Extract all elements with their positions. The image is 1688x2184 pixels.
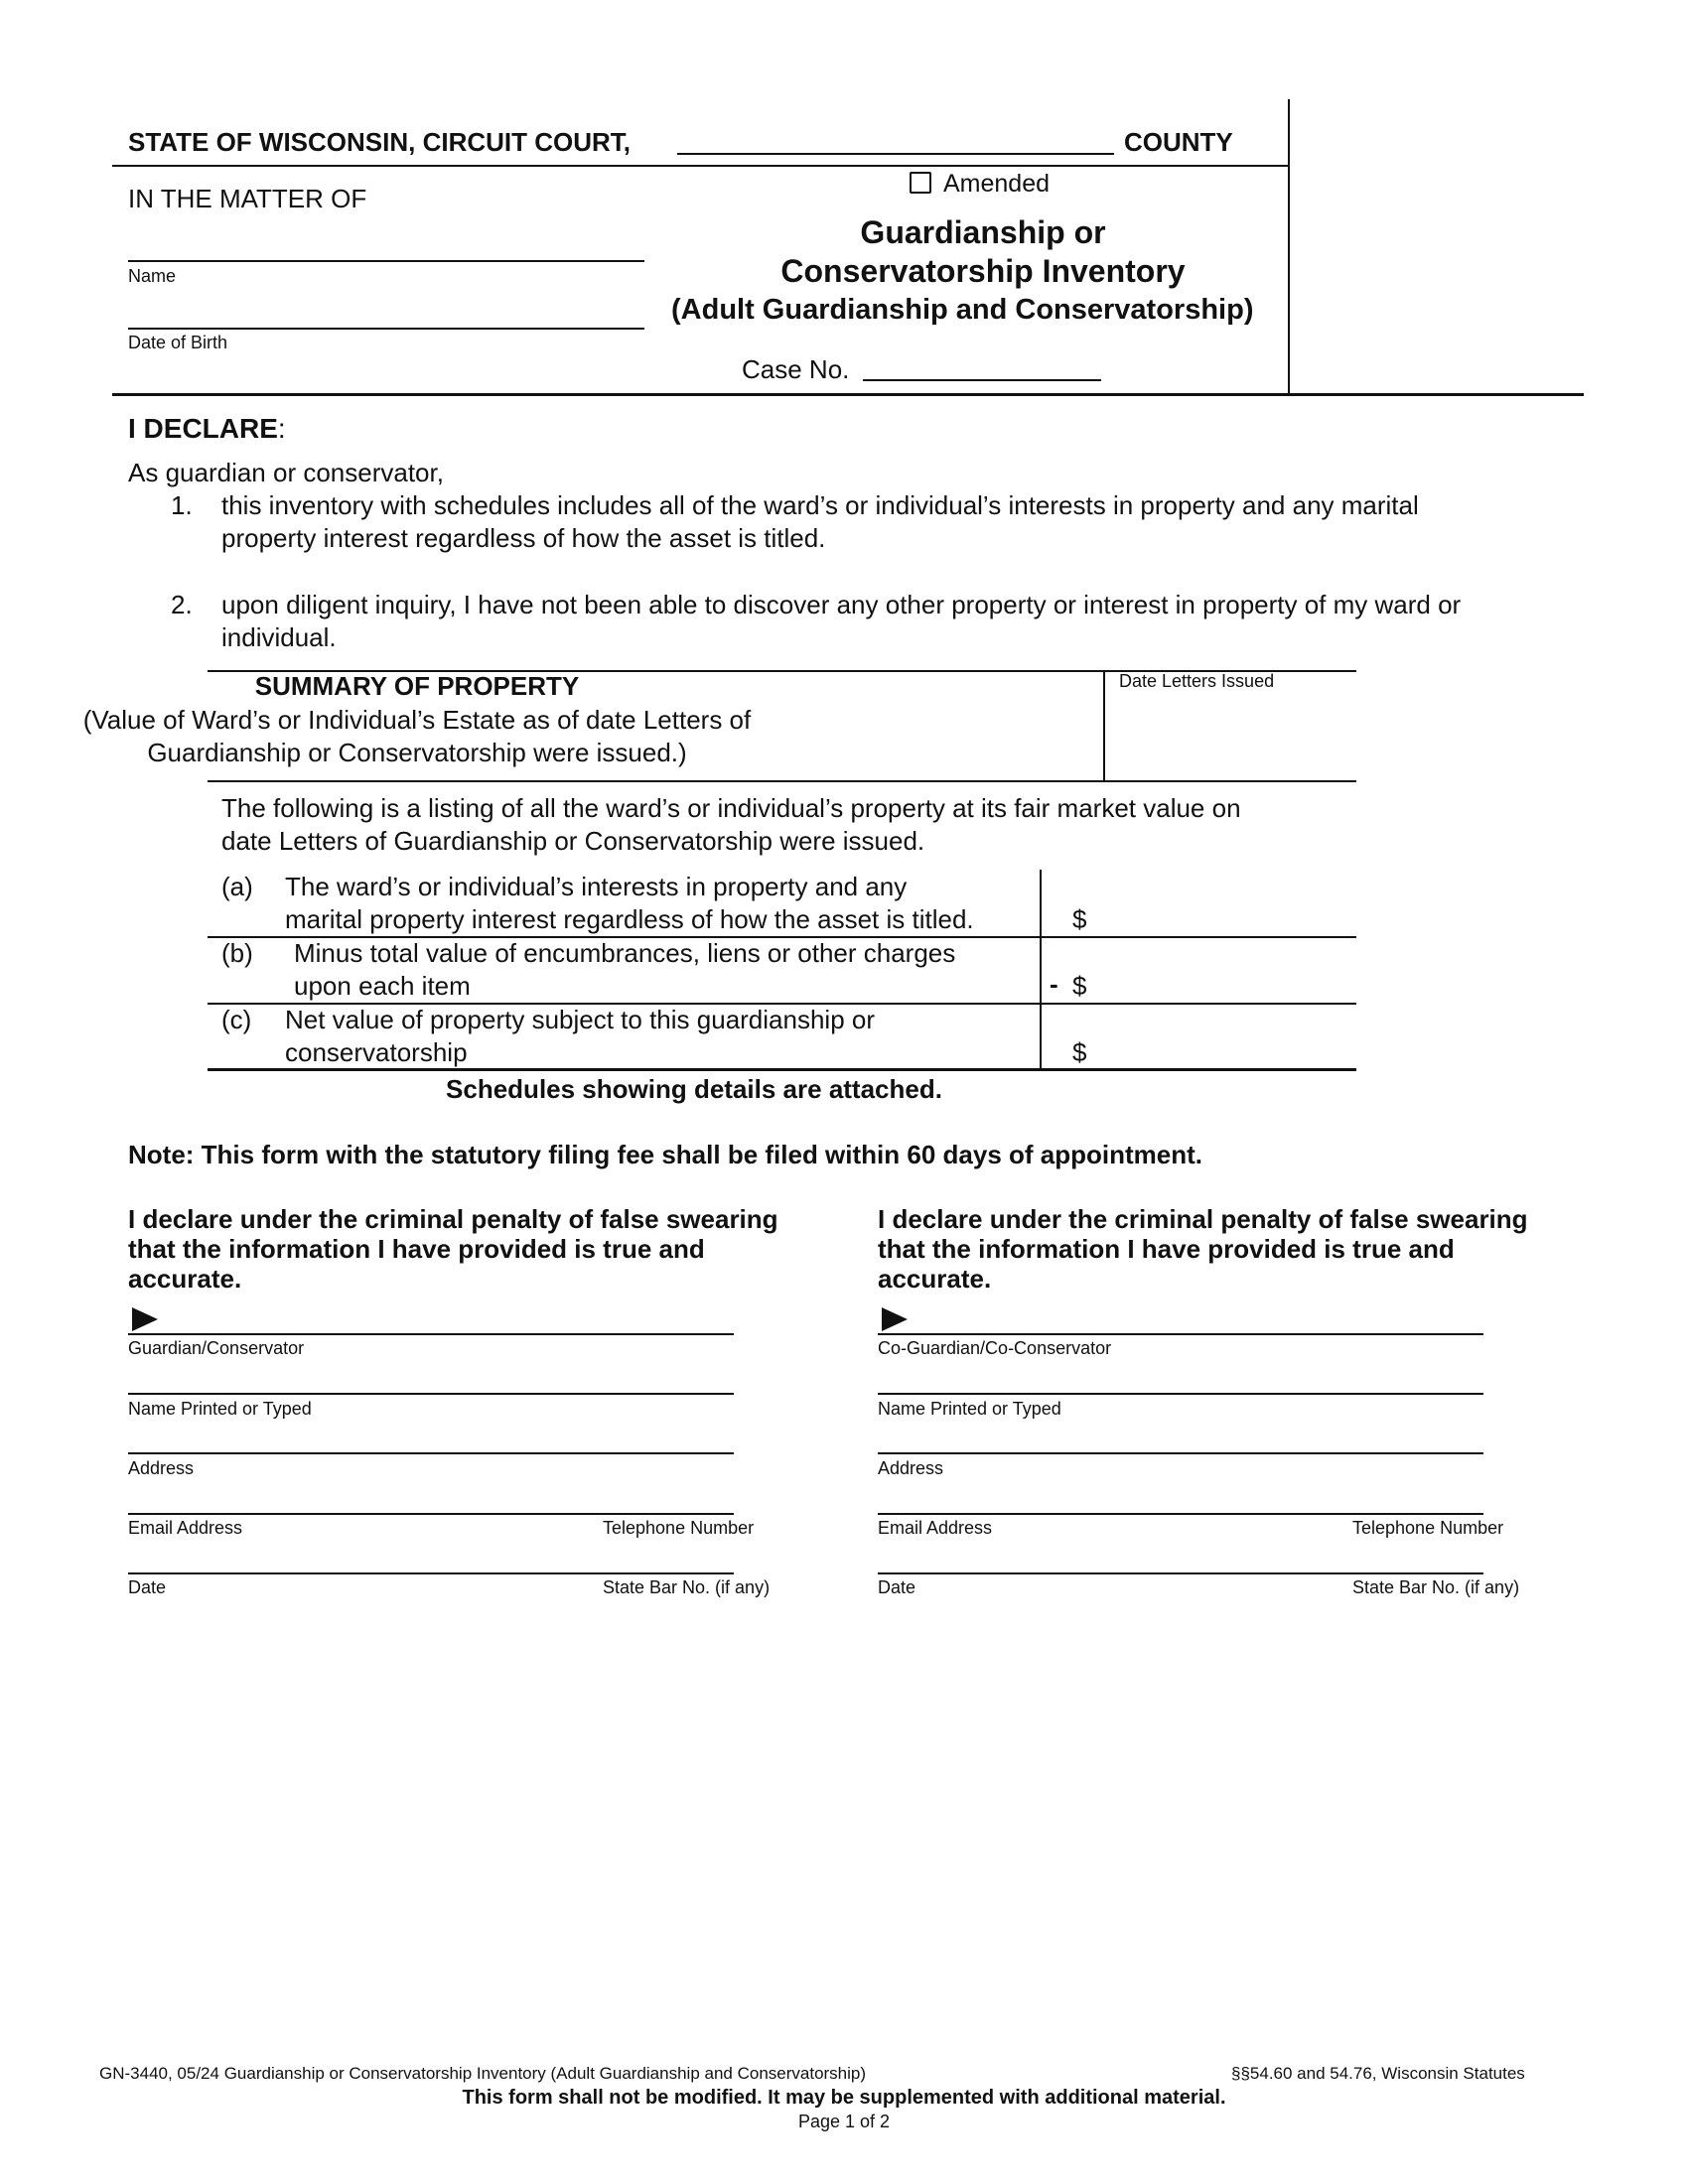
co-sign-here-arrow-icon [882,1307,908,1331]
left-declaration-line1: I declare under the criminal penalty of false swearing [128,1204,778,1234]
row-b-currency: $ [1072,971,1087,1001]
co-guardian-name-line[interactable] [878,1393,1483,1395]
row-a-label: (a) [221,872,253,901]
guardian-email-phone-line[interactable] [128,1513,734,1515]
amended-checkbox[interactable] [910,172,931,194]
guardian-signature-line[interactable] [128,1333,734,1335]
co-guardian-date-bar-line[interactable] [878,1572,1483,1574]
row-c-amount-line[interactable] [208,1068,1356,1071]
co-guardian-email-label: Email Address [878,1518,993,1538]
guardian-address-label: Address [128,1458,195,1478]
amended-label: Amended [943,170,1051,198]
footer-statutes: §§54.60 and 54.76, Wisconsin Statutes [1231,2064,1525,2083]
row-a-line2: marital property interest regardless of how the asset is titled. [285,904,974,934]
co-guardian-bar-label: State Bar No. (if any) [1352,1577,1520,1597]
item2-number: 2. [171,590,193,619]
guardian-address-line[interactable] [128,1452,734,1454]
footer-page-number: Page 1 of 2 [797,2112,891,2131]
summary-date-divider [1103,670,1105,781]
item2-line2: individual. [221,622,337,652]
row-b-line1: Minus total value of encumbrances, liens or other charges [294,938,956,968]
summary-sub-line2: Guardianship or Conservatorship were issued.) [147,738,687,767]
header-rule-top [112,165,1288,167]
schedules-attached-wrap [0,1074,1181,1105]
row-c-line2: conservatorship [285,1037,468,1067]
row-a-currency: $ [1072,904,1087,934]
declare-heading-colon: : [277,413,286,444]
summary-mid-rule [208,780,1356,782]
county-blank-line[interactable] [677,153,1114,155]
item1-number: 1. [171,490,193,520]
dob-label: Date of Birth [128,333,228,352]
left-declaration-line3: accurate. [128,1264,242,1294]
guardian-name-label: Name Printed or Typed [128,1399,312,1419]
guardian-email-label: Email Address [128,1518,243,1538]
declare-intro: As guardian or conservator, [128,458,444,487]
row-c-line1: Net value of property subject to this guardianship or [285,1005,876,1034]
date-letters-issued-label: Date Letters Issued [1119,671,1275,691]
guardian-name-line[interactable] [128,1393,734,1395]
co-guardian-address-label: Address [878,1458,944,1478]
right-declaration-line2: that the information I have provided is true and [878,1234,1455,1264]
county-label: COUNTY [1124,127,1233,157]
co-guardian-name-label: Name Printed or Typed [878,1399,1061,1419]
form-title-line3: (Adult Guardianship and Conservatorship) [671,294,1254,326]
summary-title-wrap [0,671,865,702]
right-declaration-line3: accurate. [878,1264,992,1294]
listing-line1: The following is a listing of all the ward’s or individual’s property at its fair market value on [221,793,1241,823]
co-guardian-signature-label: Co-Guardian/Co-Conservator [878,1338,1112,1358]
matter-label: IN THE MATTER OF [128,184,367,213]
declare-heading-text: I DECLARE [128,413,278,444]
co-guardian-email-phone-line[interactable] [878,1513,1483,1515]
court-heading: STATE OF WISCONSIN, CIRCUIT COURT, [128,127,632,157]
listing-line2: date Letters of Guardianship or Conservatorship were issued. [221,826,925,856]
form-title-line2: Conservatorship Inventory [780,253,1186,289]
schedules-attached: Schedules showing details are attached. [446,1074,942,1104]
item1-line1: this inventory with schedules includes all of the ward’s or individual’s interests in property and any marital [221,490,1419,520]
row-c-currency: $ [1072,1037,1087,1067]
row-b-line2: upon each item [294,971,471,1001]
co-guardian-phone-label: Telephone Number [1352,1518,1504,1538]
row-a-line1: The ward’s or individual’s interests in property and any [285,872,908,901]
item1-line2: property interest regardless of how the asset is titled. [221,523,826,553]
guardian-bar-label: State Bar No. (if any) [603,1577,771,1597]
form-title-line1: Guardianship or [860,214,1106,250]
case-no-label: Case No. [742,354,850,384]
co-guardian-address-line[interactable] [878,1452,1483,1454]
guardian-date-bar-line[interactable] [128,1572,734,1574]
name-label: Name [128,266,177,286]
guardian-date-label: Date [128,1577,167,1597]
filing-note: Note: This form with the statutory filing fee shall be filed within 60 days of appointment. [128,1140,1202,1169]
value-column-divider [1040,870,1042,1070]
co-guardian-signature-line[interactable] [878,1333,1483,1335]
case-no-blank-line[interactable] [863,379,1101,381]
row-c-label: (c) [221,1005,252,1034]
item2-line1: upon diligent inquiry, I have not been able to discover any other property or interest in property of my ward or [221,590,1462,619]
co-guardian-date-label: Date [878,1577,916,1597]
summary-sub-line1: (Value of Ward’s or Individual’s Estate as of date Letters of [82,705,752,735]
guardian-phone-label: Telephone Number [603,1518,755,1538]
right-declaration-line1: I declare under the criminal penalty of false swearing [878,1204,1528,1234]
row-b-minus: - [1050,969,1058,999]
summary-title: SUMMARY OF PROPERTY [254,671,580,701]
footer-notice: This form shall not be modified. It may be supplemented with additional material. [462,2087,1226,2109]
declare-heading [128,413,286,445]
sign-here-arrow-icon [132,1307,158,1331]
dob-blank-line[interactable] [128,328,644,330]
header-rule-bottom [112,393,1584,396]
footer-form-id: GN-3440, 05/24 Guardianship or Conservatorship Inventory (Adult Guardianship and Conservatorship) [99,2064,867,2083]
row-b-label: (b) [221,938,253,968]
name-blank-line[interactable] [128,260,644,262]
guardian-signature-label: Guardian/Conservator [128,1338,305,1358]
left-declaration-line2: that the information I have provided is true and [128,1234,705,1264]
